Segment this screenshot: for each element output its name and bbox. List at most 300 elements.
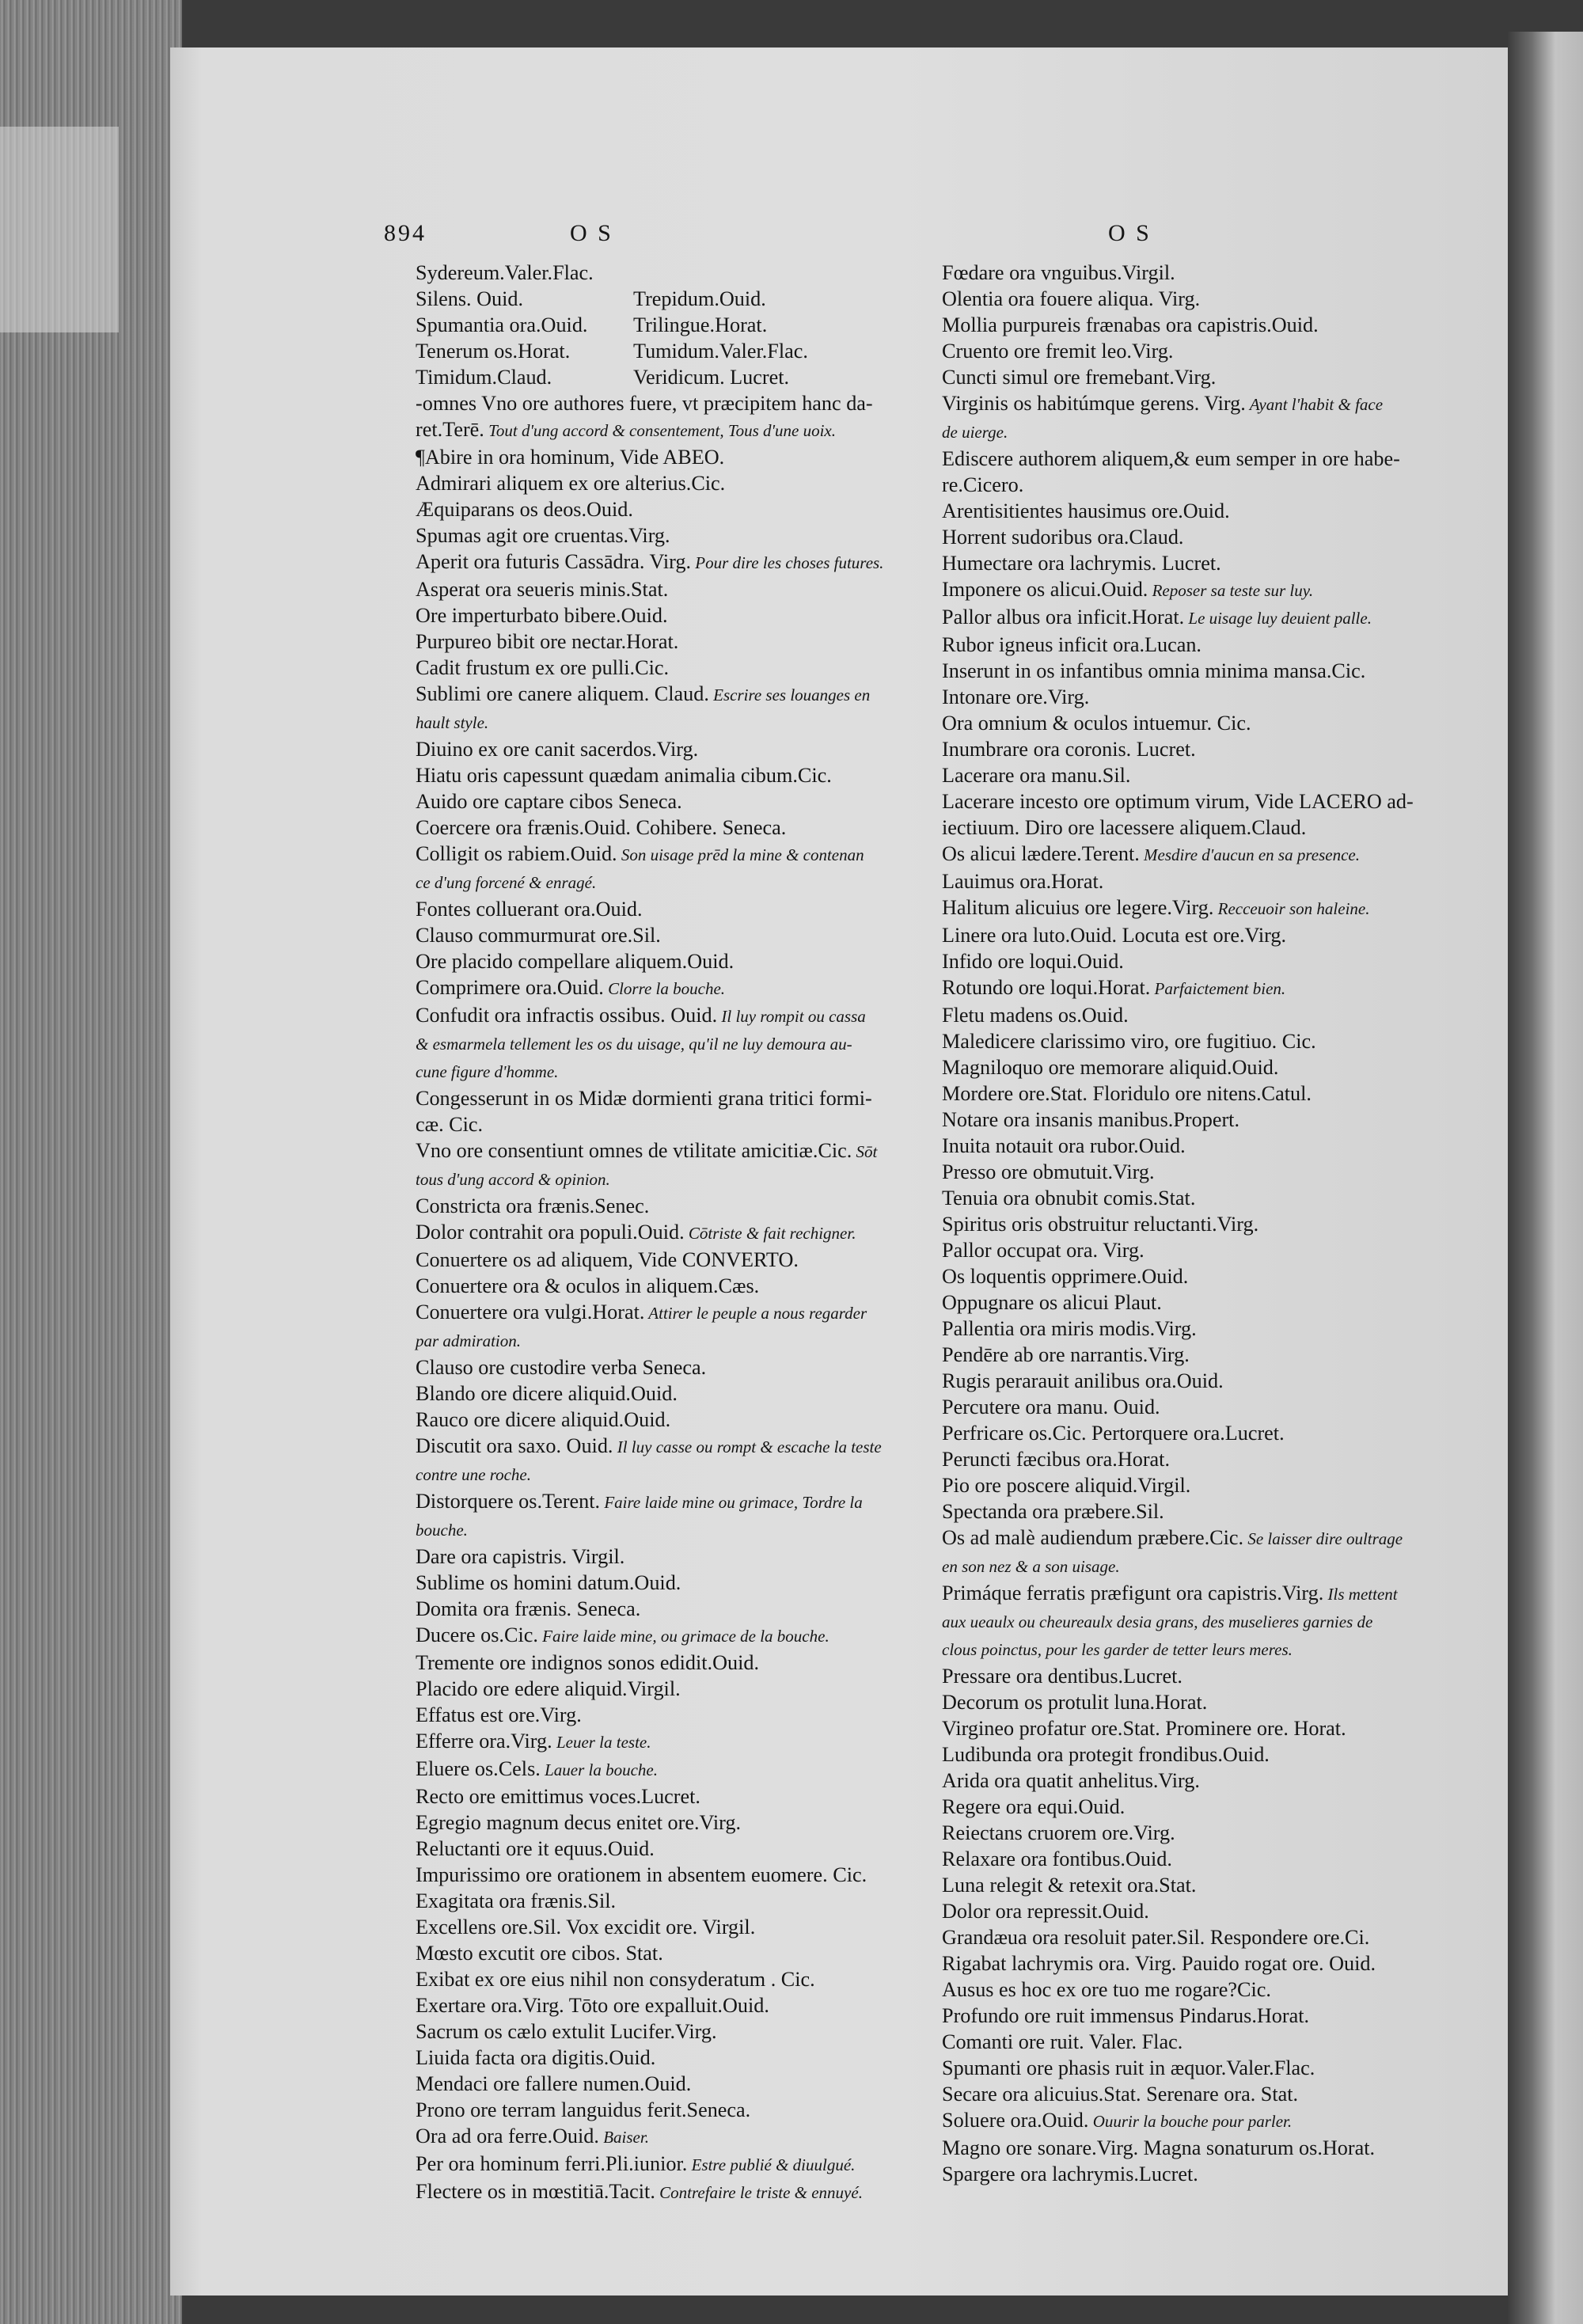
dictionary-entry xyxy=(416,549,898,576)
dictionary-entry xyxy=(942,1950,1480,1977)
dictionary-entry xyxy=(416,1516,898,1544)
french-translation: Mesdire d'aucun en sa presence. xyxy=(1139,845,1360,864)
dictionary-entry xyxy=(416,1596,898,1622)
dictionary-entry xyxy=(416,762,898,788)
dictionary-entry xyxy=(942,1316,1480,1342)
entry-text: Perfricare os.Cic. Pertorquere ora.Lucret. xyxy=(942,1422,1285,1445)
entry-text: Auido ore captare cibos Seneca. xyxy=(416,790,682,813)
entry-text: Infido ore loqui.Ouid. xyxy=(942,950,1124,973)
entry-text: Congesserunt in os Midæ dormienti grana tritici formi- xyxy=(416,1087,872,1110)
french-translation: contre une roche. xyxy=(416,1465,531,1484)
dictionary-entry xyxy=(416,1862,898,1888)
entry-text: Blando ore dicere aliquid.Ouid. xyxy=(416,1382,678,1405)
dictionary-entry xyxy=(942,1133,1480,1159)
dictionary-entry xyxy=(416,922,898,948)
entry-text: Pallentia ora miris modis.Virg. xyxy=(942,1317,1197,1340)
dictionary-entry xyxy=(942,1002,1480,1028)
entry-text: Arentisitientes hausimus ore.Ouid. xyxy=(942,499,1230,522)
french-translation: Parfaictement bien. xyxy=(1150,979,1286,998)
dictionary-entry xyxy=(416,788,898,815)
entry-text: Reluctanti ore it equus.Ouid. xyxy=(416,1837,655,1860)
entry-text: Cuncti simul ore fremebant.Virg. xyxy=(942,366,1217,389)
dictionary-entry xyxy=(942,1342,1480,1368)
entry-text: Ausus es hoc ex ore tuo me rogare?Cic. xyxy=(942,1978,1271,2001)
entry-text: Conuertere ora vulgi.Horat. xyxy=(416,1301,645,1323)
dictionary-entry xyxy=(942,1028,1480,1054)
dictionary-entry xyxy=(416,1165,898,1193)
entry-text: Fontes colluerant ora.Ouid. xyxy=(416,898,643,921)
entry-text: Soluere ora.Ouid. xyxy=(942,2109,1089,2132)
dictionary-entry xyxy=(416,602,898,628)
entry-text: Asperat ora seueris minis.Stat. xyxy=(416,578,669,601)
entry-text: Sublimi ore canere aliquem. Claud. xyxy=(416,682,709,705)
dictionary-entry xyxy=(942,418,1480,446)
dictionary-entry xyxy=(942,788,1480,815)
margin-handwriting xyxy=(0,127,119,332)
dictionary-entry xyxy=(416,1273,898,1299)
entry-text: Trilingue.Horat. xyxy=(633,313,768,336)
entry-text: re.Cicero. xyxy=(942,473,1024,496)
entry-text: Rauco ore dicere aliquid.Ouid. xyxy=(416,1408,671,1431)
entry-text: Pio ore poscere aliquid.Virgil. xyxy=(942,1474,1191,1497)
dictionary-entry xyxy=(416,1783,898,1809)
dictionary-entry xyxy=(416,1940,898,1966)
dictionary-entry xyxy=(416,1702,898,1728)
dictionary-entry xyxy=(942,1107,1480,1133)
dictionary-entry xyxy=(942,364,1480,390)
dictionary-entry xyxy=(942,922,1480,948)
dictionary-entry xyxy=(942,524,1480,550)
entry-text: Decorum os protulit luna.Horat. xyxy=(942,1691,1208,1714)
dictionary-entry xyxy=(416,2018,898,2045)
dictionary-entry xyxy=(942,736,1480,762)
dictionary-entry xyxy=(942,1498,1480,1525)
dictionary-entry xyxy=(942,1080,1480,1107)
dictionary-entry xyxy=(942,1977,1480,2003)
dictionary-entry xyxy=(942,1394,1480,1420)
entry-text: Inuita notauit ora rubor.Ouid. xyxy=(942,1134,1186,1157)
entry-text: Dolor contrahit ora populi.Ouid. xyxy=(416,1221,685,1244)
dictionary-entry xyxy=(942,1368,1480,1394)
dictionary-entry xyxy=(942,260,1480,286)
entry-text: Trepidum.Ouid. xyxy=(633,287,766,310)
entry-text: Dolor ora repressit.Ouid. xyxy=(942,1900,1149,1923)
entry-text: Regere ora equi.Ouid. xyxy=(942,1795,1126,1818)
dictionary-entry xyxy=(416,1354,898,1380)
dictionary-entry xyxy=(942,710,1480,736)
dictionary-entry xyxy=(416,868,898,896)
french-translation: tous d'ung accord & opinion. xyxy=(416,1170,610,1189)
entry-text: Mollia purpureis frænabas ora capistris.Ouid. xyxy=(942,313,1319,336)
dictionary-entry xyxy=(942,1663,1480,1689)
dictionary-entry xyxy=(416,390,898,416)
dictionary-entry xyxy=(416,1460,898,1488)
entry-text: Prono ore terram languidus ferit.Seneca. xyxy=(416,2098,751,2121)
dictionary-entry xyxy=(416,286,898,312)
dictionary-entry xyxy=(416,2097,898,2123)
entry-text: Eluere os.Cels. xyxy=(416,1757,541,1780)
french-translation: Attirer le peuple a nous regarder xyxy=(644,1304,867,1323)
entry-text: ret.Terē. xyxy=(416,418,484,441)
french-translation: par admiration. xyxy=(416,1331,522,1350)
entry-text: Inumbrare ora coronis. Lucret. xyxy=(942,738,1196,761)
entry-text: Comprimere ora.Ouid. xyxy=(416,976,604,999)
french-translation: Clorre la bouche. xyxy=(603,979,726,998)
entry-text: Rigabat lachrymis ora. Virg. Pauido rogat ore. Ouid. xyxy=(942,1952,1376,1975)
entry-text: Linere ora luto.Ouid. Locuta est ore.Virg. xyxy=(942,924,1286,947)
dictionary-entry xyxy=(942,1159,1480,1185)
dictionary-entry xyxy=(416,1622,898,1650)
page-number: 894 xyxy=(384,220,427,246)
dictionary-entry xyxy=(942,815,1480,841)
entry-text: Magno ore sonare.Virg. Magna sonaturum os.Horat. xyxy=(942,2136,1376,2159)
dictionary-entry xyxy=(416,1728,898,1756)
french-translation: bouche. xyxy=(416,1521,468,1540)
dictionary-entry xyxy=(942,576,1480,604)
dictionary-entry xyxy=(416,1544,898,1570)
entry-text: Comanti ore ruit. Valer. Flac. xyxy=(942,2030,1183,2053)
entry-text: Mendaci ore fallere numen.Ouid. xyxy=(416,2072,692,2095)
dictionary-entry xyxy=(416,2123,898,2151)
french-translation: Son uisage prēd la mine & contenan xyxy=(617,845,864,864)
entry-text: Ludibunda ora protegit frondibus.Ouid. xyxy=(942,1743,1270,1766)
entry-text: Excellens ore.Sil. Vox excidit ore. Virgil. xyxy=(416,1916,756,1939)
dictionary-entry xyxy=(942,2029,1480,2055)
entry-text: Virgineo profatur ore.Stat. Prominere ore. Horat. xyxy=(942,1717,1346,1740)
entry-text: Exertare ora.Virg. Tōto ore expalluit.Ouid. xyxy=(416,1994,769,2017)
dictionary-entry xyxy=(416,628,898,655)
entry-text: Conuertere os ad aliquem, Vide CONVERTO. xyxy=(416,1248,799,1271)
entry-text: Secare ora alicuius.Stat. Serenare ora. Stat. xyxy=(942,2083,1299,2106)
entry-text: Luna relegit & retexit ora.Stat. xyxy=(942,1874,1197,1897)
entry-text: Coercere ora frænis.Ouid. Cohibere. Seneca. xyxy=(416,816,787,839)
dictionary-entry xyxy=(942,684,1480,710)
french-translation: Ayant l'habit & face xyxy=(1245,395,1384,414)
right-column xyxy=(942,260,1480,2187)
dictionary-entry xyxy=(416,576,898,602)
dictionary-entry xyxy=(942,2003,1480,2029)
french-translation: Reposer sa teste sur luy. xyxy=(1148,581,1314,600)
dictionary-entry xyxy=(942,1846,1480,1872)
dictionary-entry xyxy=(416,896,898,922)
dictionary-entry xyxy=(942,1898,1480,1924)
entry-text: Confudit ora infractis ossibus. Ouid. xyxy=(416,1004,718,1027)
dictionary-entry xyxy=(416,260,898,286)
entry-text: Grandæua ora resoluit pater.Sil. Respondere ore.Ci. xyxy=(942,1926,1370,1949)
dictionary-entry xyxy=(942,632,1480,658)
dictionary-entry xyxy=(416,2178,898,2206)
dictionary-entry xyxy=(416,312,898,338)
entry-text: Maledicere clarissimo viro, ore fugitiuo. Cic. xyxy=(942,1030,1316,1053)
entry-text: Admirari aliquem ex ore alterius.Cic. xyxy=(416,472,726,495)
entry-text: Pressare ora dentibus.Lucret. xyxy=(942,1665,1183,1688)
entry-text: Ora omnium & oculos intuemur. Cic. xyxy=(942,712,1251,735)
dictionary-entry xyxy=(942,2135,1480,2161)
entry-text: Spumas agit ore cruentas.Virg. xyxy=(416,524,670,547)
french-translation: Recceuoir son haleine. xyxy=(1213,899,1370,918)
entry-text: Ducere os.Cic. xyxy=(416,1623,538,1646)
entry-text: Liuida facta ora digitis.Ouid. xyxy=(416,2046,656,2069)
dictionary-entry xyxy=(942,841,1480,868)
dictionary-entry xyxy=(942,498,1480,524)
entry-text: Æquiparans os deos.Ouid. xyxy=(416,498,633,521)
entry-text: Peruncti fæcibus ora.Horat. xyxy=(942,1448,1170,1471)
entry-text: Primáque ferratis præfigunt ora capistris.Virg. xyxy=(942,1582,1324,1604)
dictionary-entry xyxy=(416,2151,898,2178)
dictionary-entry xyxy=(942,1741,1480,1768)
entry-text: Horrent sudoribus ora.Claud. xyxy=(942,526,1184,549)
french-translation: Estre publié & diuulgué. xyxy=(687,2155,856,2174)
entry-text: Presso ore obmutuit.Virg. xyxy=(942,1160,1155,1183)
dictionary-entry xyxy=(942,1552,1480,1580)
dictionary-entry xyxy=(942,2081,1480,2107)
entry-text: Veridicum. Lucret. xyxy=(633,366,790,389)
dictionary-entry xyxy=(942,338,1480,364)
entry-text: Efferre ora.Virg. xyxy=(416,1730,552,1752)
dictionary-entry xyxy=(942,894,1480,922)
dictionary-entry xyxy=(416,1433,898,1460)
entry-text: Lacerare incesto ore optimum virum, Vide LACERO ad- xyxy=(942,790,1414,813)
dictionary-entry xyxy=(416,841,898,868)
entry-text: -omnes Vno ore authores fuere, vt præcipitem hanc da- xyxy=(416,392,873,415)
entry-text: Cruento ore fremit leo.Virg. xyxy=(942,340,1174,363)
dictionary-entry xyxy=(942,1608,1480,1635)
dictionary-entry xyxy=(416,2045,898,2071)
dictionary-entry xyxy=(416,681,898,708)
entry-text: Spiritus oris obstruitur reluctanti.Virg. xyxy=(942,1213,1259,1236)
dictionary-entry xyxy=(416,1327,898,1354)
french-translation: Lauer la bouche. xyxy=(540,1760,658,1779)
french-translation: Il luy casse ou rompt & escache la teste xyxy=(613,1437,882,1456)
french-translation: clous poinctus, pour les garder de tetter leurs meres. xyxy=(942,1640,1293,1659)
entry-text: Tremente ore indignos sonos edidit.Ouid. xyxy=(416,1651,760,1674)
dictionary-entry xyxy=(416,416,898,444)
dictionary-entry xyxy=(942,1289,1480,1316)
dictionary-entry xyxy=(416,1219,898,1247)
french-translation: cune figure d'homme. xyxy=(416,1062,559,1081)
dictionary-entry xyxy=(416,1085,898,1111)
dictionary-entry xyxy=(416,1193,898,1219)
dictionary-entry xyxy=(416,1650,898,1676)
french-translation: & esmarmela tellement les os du uisage, qu'il ne luy demoura au- xyxy=(416,1035,852,1054)
entry-text: Domita ora frænis. Seneca. xyxy=(416,1597,641,1620)
running-head-right: O S xyxy=(1108,220,1152,246)
dictionary-entry xyxy=(942,1715,1480,1741)
entry-text: Relaxare ora fontibus.Ouid. xyxy=(942,1847,1172,1870)
french-translation: aux ueaulx ou cheureaulx desia grans, des muselieres garnies de xyxy=(942,1612,1373,1631)
entry-text: iectiuum. Diro ore lacessere aliquem.Claud. xyxy=(942,816,1307,839)
dictionary-entry xyxy=(416,1002,898,1030)
french-translation: Cōtriste & fait rechigner. xyxy=(684,1224,856,1243)
dictionary-entry xyxy=(942,1211,1480,1237)
entry-text: Sacrum os cælo extulit Lucifer.Virg. xyxy=(416,2020,717,2043)
entry-text: Pendēre ab ore narrantis.Virg. xyxy=(942,1343,1190,1366)
entry-text: Lauimus ora.Horat. xyxy=(942,870,1104,893)
entry-text: Conuertere ora & oculos in aliquem.Cæs. xyxy=(416,1274,760,1297)
dictionary-entry xyxy=(942,868,1480,894)
entry-text: Per ora hominum ferri.Pli.iunior. xyxy=(416,2152,688,2175)
dictionary-entry xyxy=(416,708,898,736)
entry-text: Virginis os habitúmque gerens. Virg. xyxy=(942,392,1246,415)
entry-text: Magniloquo ore memorare aliquid.Ouid. xyxy=(942,1056,1279,1079)
entry-text: Impurissimo ore orationem in absentem euomere. Cic. xyxy=(416,1863,867,1886)
dictionary-entry xyxy=(416,364,898,390)
entry-text: Spumanti ore phasis ruit in æquor.Valer.Flac. xyxy=(942,2056,1315,2079)
entry-text: Egregio magnum decus enitet ore.Virg. xyxy=(416,1811,742,1834)
dictionary-entry xyxy=(942,472,1480,498)
running-head-left: O S xyxy=(570,220,613,246)
french-translation: Contrefaire le triste & ennuyé. xyxy=(655,2183,863,2202)
dictionary-entry xyxy=(942,974,1480,1002)
entry-text: Percutere ora manu. Ouid. xyxy=(942,1396,1160,1418)
entry-text: Rotundo ore loqui.Horat. xyxy=(942,976,1151,999)
french-translation: Il luy rompit ou cassa xyxy=(717,1007,866,1026)
entry-text: Pallor albus ora inficit.Horat. xyxy=(942,606,1185,628)
entry-text: Pallor occupat ora. Virg. xyxy=(942,1239,1145,1262)
dictionary-entry xyxy=(416,1380,898,1407)
dictionary-entry xyxy=(942,1472,1480,1498)
entry-text: Dare ora capistris. Virgil. xyxy=(416,1545,625,1568)
dictionary-entry xyxy=(416,1058,898,1085)
dictionary-entry xyxy=(942,312,1480,338)
french-translation: de uierge. xyxy=(942,423,1008,442)
entry-text: Fœdare ora vnguibus.Virgil. xyxy=(942,261,1175,284)
dictionary-entry xyxy=(416,444,898,470)
dictionary-entry xyxy=(416,338,898,364)
entry-text: Tumidum.Valer.Flac. xyxy=(633,340,808,363)
dictionary-entry xyxy=(942,1185,1480,1211)
entry-text: Clauso ore custodire verba Seneca. xyxy=(416,1356,707,1379)
french-translation: Sōt xyxy=(852,1142,878,1161)
entry-text: Intonare ore.Virg. xyxy=(942,685,1090,708)
entry-text: Ora ad ora ferre.Ouid. xyxy=(416,2125,599,2147)
dictionary-entry xyxy=(942,550,1480,576)
entry-text: Cadit frustum ex ore pulli.Cic. xyxy=(416,656,670,679)
entry-text: Exibat ex ore eius nihil non consyderatum . Cic. xyxy=(416,1968,815,1991)
french-translation: Le uisage luy deuient palle. xyxy=(1184,609,1372,628)
dictionary-entry xyxy=(416,1914,898,1940)
entry-text: Ore imperturbato bibere.Ouid. xyxy=(416,604,668,627)
french-translation: Ils mettent xyxy=(1323,1585,1398,1604)
entry-text: Lacerare ora manu.Sil. xyxy=(942,764,1131,787)
dictionary-entry xyxy=(416,1966,898,1992)
entry-text: Ediscere authorem aliquem,& eum semper in ore habe- xyxy=(942,447,1400,470)
dictionary-entry xyxy=(942,1872,1480,1898)
dictionary-entry xyxy=(416,948,898,974)
dictionary-entry xyxy=(942,2161,1480,2187)
entry-text: Exagitata ora frænis.Sil. xyxy=(416,1889,617,1912)
dictionary-entry xyxy=(942,1635,1480,1663)
entry-text: Tenuia ora obnubit comis.Stat. xyxy=(942,1187,1196,1209)
entry-text: Inserunt in os infantibus omnia minima mansa.Cic. xyxy=(942,659,1366,682)
dictionary-entry xyxy=(942,1820,1480,1846)
entry-text: Spectanda ora præbere.Sil. xyxy=(942,1500,1164,1523)
french-translation: Leuer la teste. xyxy=(552,1733,651,1752)
dictionary-entry xyxy=(942,1420,1480,1446)
entry-text: Aperit ora futuris Cassādra. Virg. xyxy=(416,550,692,573)
entry-text: Vno ore consentiunt omnes de vtilitate amicitiæ.Cic. xyxy=(416,1139,852,1162)
dictionary-entry xyxy=(942,2055,1480,2081)
dictionary-entry xyxy=(942,604,1480,632)
dictionary-entry xyxy=(942,762,1480,788)
entry-text: Ore placido compellare aliquem.Ouid. xyxy=(416,950,735,973)
entry-text: Placido ore edere aliquid.Virgil. xyxy=(416,1677,681,1700)
dictionary-entry xyxy=(942,1446,1480,1472)
dictionary-entry xyxy=(416,655,898,681)
dictionary-entry xyxy=(416,2071,898,2097)
dictionary-entry xyxy=(416,1570,898,1596)
entry-text: Hiatu oris capessunt quædam animalia cibum.Cic. xyxy=(416,764,832,787)
french-translation: Faire laide mine, ou grimace de la bouche. xyxy=(537,1627,829,1646)
dictionary-entry xyxy=(416,1756,898,1783)
dictionary-entry xyxy=(416,974,898,1002)
dictionary-entry xyxy=(942,1768,1480,1794)
entry-text: Recto ore emittimus voces.Lucret. xyxy=(416,1785,700,1808)
entry-text: Clauso commurmurat ore.Sil. xyxy=(416,924,661,947)
entry-text: cæ. Cic. xyxy=(416,1113,484,1136)
french-translation: hault style. xyxy=(416,713,489,732)
entry-text: Distorquere os.Terent. xyxy=(416,1490,601,1513)
french-translation: Escrire ses louanges en xyxy=(708,685,871,704)
dictionary-entry xyxy=(942,446,1480,472)
entry-text: Flectere os in mœstitiā.Tacit. xyxy=(416,2180,655,2203)
dictionary-entry xyxy=(416,1888,898,1914)
entry-text: Imponere os alicui.Ouid. xyxy=(942,578,1148,601)
entry-text: Rugis perarauit anilibus ora.Ouid. xyxy=(942,1369,1224,1392)
entry-text: Humectare ora lachrymis. Lucret. xyxy=(942,552,1221,575)
dictionary-entry xyxy=(942,390,1480,418)
entry-text: Os alicui lædere.Terent. xyxy=(942,842,1140,865)
entry-text: Mordere ore.Stat. Floridulo ore nitens.Catul. xyxy=(942,1082,1312,1105)
dictionary-entry xyxy=(942,948,1480,974)
french-translation: Faire laide mine ou grimace, Tordre la xyxy=(600,1493,863,1512)
french-translation: Ouurir la bouche pour parler. xyxy=(1088,2112,1293,2131)
dictionary-entry xyxy=(942,1237,1480,1263)
entry-text: Oppugnare os alicui Plaut. xyxy=(942,1291,1162,1314)
dictionary-entry xyxy=(942,1924,1480,1950)
entry-text: Silens. Ouid. xyxy=(416,287,524,310)
dictionary-entry xyxy=(416,1137,898,1165)
entry-text: Reiectans cruorem ore.Virg. xyxy=(942,1821,1175,1844)
french-translation: Se laisser dire oultrage xyxy=(1243,1529,1403,1548)
dictionary-entry xyxy=(942,286,1480,312)
entry-text: Spumantia ora.Ouid. xyxy=(416,313,588,336)
dictionary-entry xyxy=(942,658,1480,684)
dictionary-entry xyxy=(416,1836,898,1862)
entry-text: Notare ora insanis manibus.Propert. xyxy=(942,1108,1239,1131)
entry-text: Os ad malè audiendum præbere.Cic. xyxy=(942,1526,1244,1549)
book-page-edges xyxy=(0,0,182,2324)
entry-text: Diuino ex ore canit sacerdos.Virg. xyxy=(416,738,699,761)
dictionary-entry xyxy=(416,1299,898,1327)
dictionary-entry xyxy=(942,1794,1480,1820)
entry-text: Purpureo bibit ore nectar.Horat. xyxy=(416,630,679,653)
dictionary-entry xyxy=(942,1525,1480,1552)
dictionary-entry xyxy=(416,522,898,549)
entry-text: Colligit os rabiem.Ouid. xyxy=(416,842,617,865)
entry-text: Arida ora quatit anhelitus.Virg. xyxy=(942,1769,1200,1792)
french-translation: ce d'ung forcené & enragé. xyxy=(416,873,597,892)
dictionary-entry xyxy=(416,1676,898,1702)
dictionary-entry xyxy=(416,1809,898,1836)
dictionary-entry xyxy=(942,1263,1480,1289)
dictionary-entry xyxy=(942,2107,1480,2135)
dictionary-entry xyxy=(416,1488,898,1516)
dictionary-entry xyxy=(416,1992,898,2018)
entry-text: Sydereum.Valer.Flac. xyxy=(416,261,594,284)
entry-text: Profundo ore ruit immensus Pindarus.Horat. xyxy=(942,2004,1310,2027)
dictionary-entry xyxy=(416,496,898,522)
